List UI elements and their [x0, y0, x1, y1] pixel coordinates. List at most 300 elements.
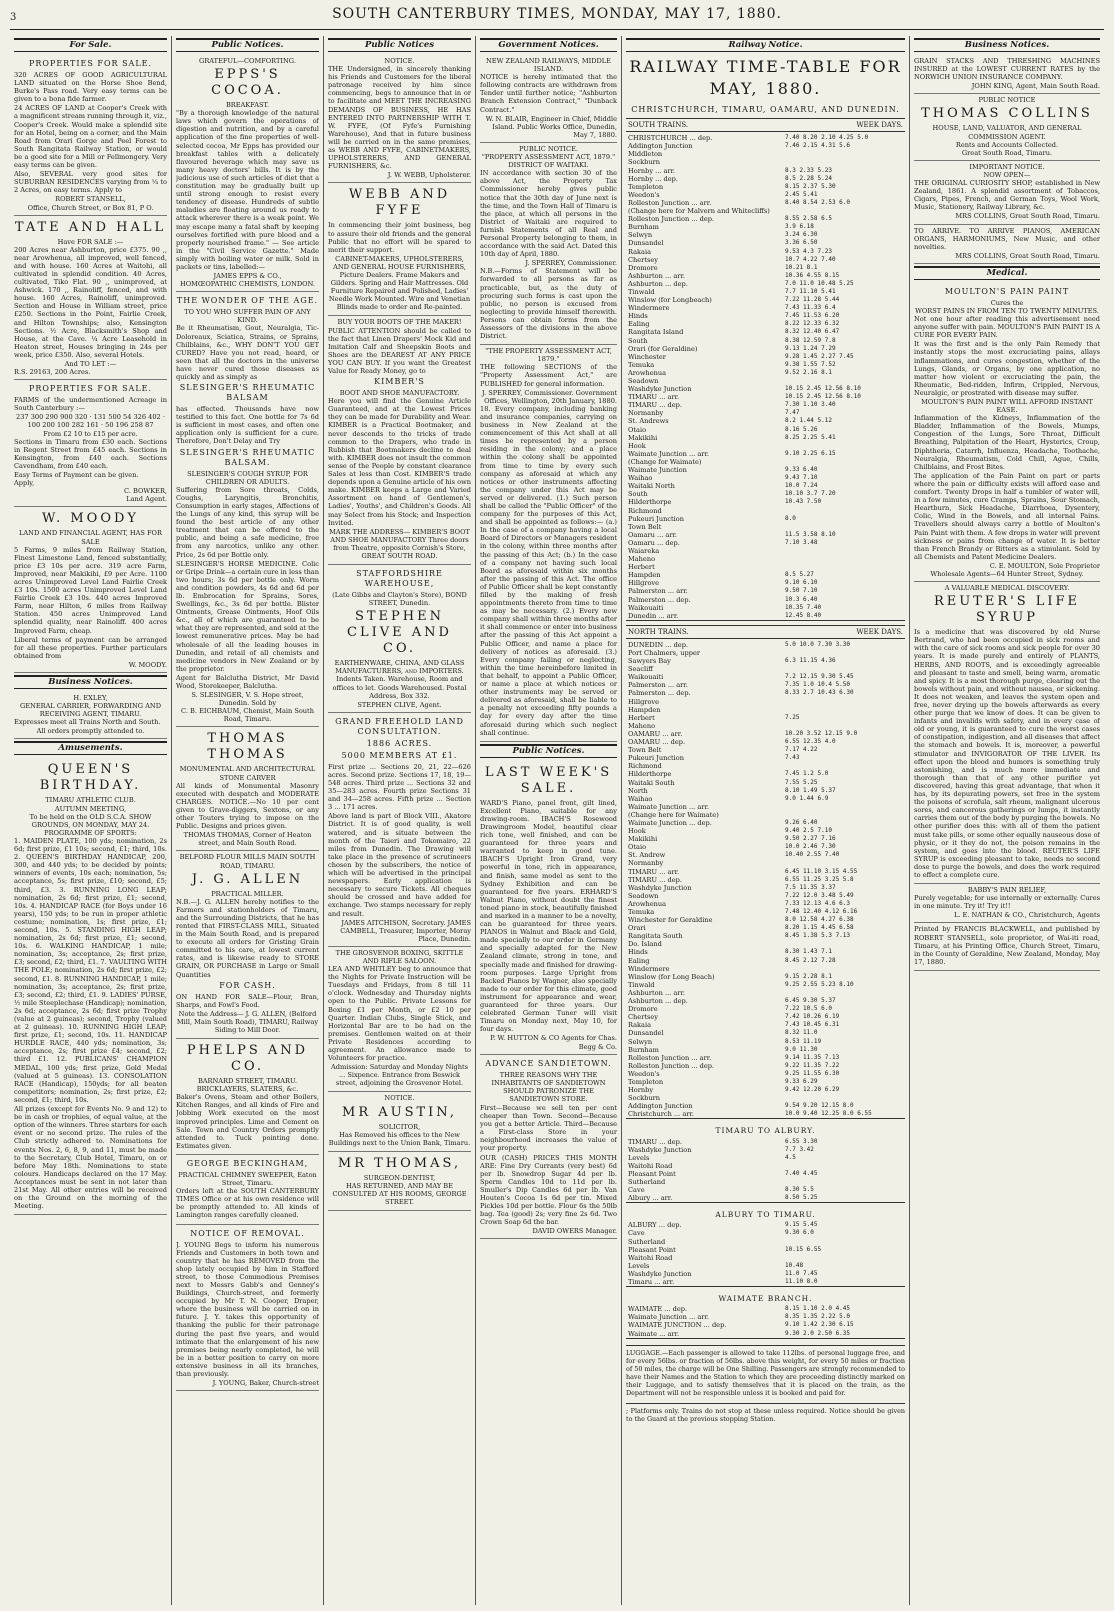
station-name: OAMARU ... arr.	[628, 729, 683, 738]
station-name: Winslow (for Longbeach)	[628, 296, 712, 305]
departure-times: 8.0	[785, 514, 796, 522]
station-name: Dromore	[628, 1005, 658, 1014]
ad-text: 200 Acres near Ashburton, price £375. 90 ,, near Arowhenua, all improved, well fenced, and with house. 160 Acres at Waitohi, all cultivated in splendid condition. 40 Acres, cultivated, Tiko Flat. 90 ,, unimproved, at Ashwick. 170 ,, Rainoliff, fenced, and with house. 160 Acres, Rainoliff, unimproved. Section and House in William street, price £250. Sections in the Point, Fairlie Creek, and Hilton Townships; also, Kensington Sections. ½ Acre, Blacksmith's Shop and House, at the Cave. ¼ Acre Leasehold in Heaton street, Houses bringing in 24s per week, price £350. Also, several Hotels.	[14, 245, 167, 359]
departure-times: 2.45 5.41	[785, 190, 818, 198]
ad-subtitle: BARNARD STREET, TIMARU. BRICKLAYERS, SLATERS, &c.	[196, 1077, 299, 1094]
timetable-row	[626, 183, 905, 191]
departure-times: 11.5 3.58 8.10	[785, 530, 836, 538]
station-name: Winchester	[628, 352, 666, 361]
timetable-row	[626, 762, 905, 770]
timetable-row	[626, 1330, 905, 1338]
departure-times	[785, 989, 903, 997]
timetable-row	[626, 256, 905, 264]
ad-text: TO ARRIVE. TO ARRIVE PIANOS, AMERICAN ORGANS, HARMONIUMS, New Music, and other novelties.	[914, 226, 1100, 251]
departure-times: 10.0 9.40 12.25 8.0 6.55	[785, 1110, 872, 1118]
station-name: Washdyke Junction	[628, 385, 692, 394]
ad-property-assessment	[480, 143, 617, 345]
ad-text: SLESINGER'S HORSE MEDICINE. Colic or Gripe Drink—a certain cure in less than two hours; 3s 6d per bottle only. Worm and condition powders, 4s 6d and 6d per lb. Embrocation for Sprains, Sores, Swellings, &c., 3s 6d per bottle. Blister Ointments, Grease Ointments, Hoof Oils &c., all of which are guaranteed to be what they are represented, and sold at the lowest remunerative prices. May be had wholesale of all the leading houses in Dunedin, and retail of all chemists and medicine vendors in New Zealand or by the proprietor.	[176, 559, 319, 673]
ad-text: The application of the Pain Paint on part or parts where the pain or difficulty exists will afford ease and comfort. Twenty Drops in half a tumbler of water will, in a few minutes, cure Cramps, Sprains, Sour Stomach, Heartburn, Sick Headache, Diarrhoea, Dysentery, Colic, Wind in the Bowels, and all internal Pains. Travellers should always carry a bottle of Moulton's Pain Paint with them. A few drops in water will prevent sickness or pains from change of water. It is better than French Brandy or Bitters as a stimulant. Sold by all Chemists and Patent Medicine Dealers.	[914, 471, 1100, 561]
station-name: Arowhenua	[628, 368, 667, 377]
timetable-row	[626, 714, 905, 722]
departure-times: 9.30 6.0	[785, 1229, 814, 1237]
timetable-row	[626, 948, 905, 956]
departure-times: 9.10 1.42 2.30 6.15	[785, 1321, 854, 1329]
departure-times: 10.40 2.55 7.40	[785, 851, 840, 859]
page-number: 3	[10, 12, 17, 23]
ad-title: STEPHEN CLIVE AND CO.	[347, 609, 452, 657]
station-name: Pukeuri Junction	[628, 754, 684, 763]
station-name: Makikihi	[628, 433, 658, 442]
station-name: Pukeuri Junction	[628, 514, 684, 523]
station-name: Rakaia	[628, 1021, 652, 1030]
timetable-row	[626, 932, 905, 940]
ad-title: EPPS'S COCOA.	[211, 67, 284, 99]
ad-phelps	[176, 1039, 319, 1155]
ad-title: TATE AND HALL	[14, 219, 167, 235]
station-name: Hillgrove	[628, 579, 660, 588]
ad-text: Not one hour after reading this advertisement need anyone suffer with pain. MOULTON'S PAIN PAINT IS A CURE FOR EVERY PAIN.	[914, 315, 1100, 340]
timetable-row	[626, 1229, 905, 1237]
timetable-row	[626, 1005, 905, 1013]
timetable-row	[626, 665, 905, 673]
station-name: Pleasant Point	[628, 1245, 676, 1254]
ad-text: Is a medicine that was discovered by old Nurse Bertrand, who had been occupied in sick rooms and with the care of sick rooms and sick people for over 30 years. It is made purely and entirely of PLANTS, HERBS, AND ROOTS, and is exceedingly agreeable and pleasant to taste and smell, being warm, aromatic and spicy. It is a most thorough purge, clearing out the bowels without pain, and without nausea, or sickening. It does not weaken, and leaves the system open and free, never drying up the bowels afterwards as every other purge that we know of does. It can be given to infants and invalids with safety, and in every case of old or young, it is guaranteed to cure the worst cases of constipation, indigestion, and all diseases that affect the stomach and bowels. It is, moreover, a powerful stimulator and INVIGORATOR OF THE LIVER. Its effect upon the blood and humors is something truly astonishing, and is much more immediate and thorough than that of any other purifier yet discovered, having this great advantage, that when it has, by its depurating powers, set free in the system the poisons of scrofula, salt rheum, malignant ulcerous sores, and cancerous gatherings or lumps, it instantly carries them out of the body by purging the bowels. No other purifier does this: with all of them the patient must take pills, or some other equally nauseous dose of physic, or it they do not, the poison remains in the system, and goes into the blood. REUTER'S LIFE SYRUP is exceeding pleasant to take, needs no second dose to purge the bowels, and does the work required to effect a complete cure.	[914, 628, 1100, 879]
departure-times: 12.45 8.40	[785, 611, 822, 619]
ad-subtitle: MOULTON'S PAIN PAINT WILL AFFORD INSTANT EASE.	[921, 398, 1093, 415]
timetable-row	[626, 393, 905, 401]
ad-text: Liberal terms of payment can be arranged for all these properties. Further particulars obtained from	[14, 635, 167, 660]
station-name: Waitaki North	[628, 482, 675, 491]
station-name: Hilderthorpe	[628, 770, 672, 779]
ad-subtitle: 5000 MEMBERS AT £1.	[341, 750, 458, 760]
timetable-row	[626, 965, 905, 973]
ad-title: H. EXLEY,	[73, 694, 108, 702]
departure-times: 10.15 2.45 12.56 8.10	[785, 393, 861, 401]
ad-text: has effected. Thousands have now testified to this fact. One bottle for 7s 6d is sufficient in most cases, and often one application only is sufficient for a cure. Therefore, Don't Delay and Try	[176, 405, 319, 446]
ad-signature: C. B. EICHBAUM, Chemist, Main South Road, Timaru.	[181, 707, 314, 724]
departure-times: 8.10 1.49 5.37	[785, 786, 836, 794]
station-name: TIMARU ... dep.	[628, 401, 682, 410]
timetable-row	[626, 876, 905, 884]
timetable-title: RAILWAY TIME-TABLE FOR MAY, 1880.	[629, 57, 902, 98]
ad-title: PHELPS AND CO.	[186, 1043, 309, 1075]
departure-times: 8.38 12.59 7.8	[785, 336, 836, 344]
timetable-row	[626, 1138, 905, 1146]
departure-times	[785, 458, 903, 466]
ad-text: Be it Rheumatism, Gout, Neuralgia, Tic-Doloreaux, Sciatica, Strains, or Sprains, Chilblains, &c., WHY DON'T YOU GET CURED? Have you not read, heard, or seen that all the doctors in the universe have never cured those diseases as quickly and as simply as	[176, 324, 319, 381]
timetable-row	[626, 827, 905, 835]
ad-text: HAS RETURNED, AND MAY BE CONSULTED AT HIS ROOMS, GEORGE STREET.	[332, 1181, 467, 1207]
ad-subtitle: LAND AND FINANCIAL AGENT, HAS FOR SALE	[19, 529, 162, 546]
departure-times	[785, 706, 903, 714]
station-name: Seadown	[628, 891, 659, 900]
departure-times	[785, 965, 903, 973]
timetable-row	[626, 779, 905, 787]
station-name: Dromore	[628, 263, 658, 272]
timetable-row	[626, 1313, 905, 1321]
ad-subtitle: And TO LET :—	[64, 360, 117, 368]
departure-times	[785, 523, 903, 531]
timetable-row	[626, 649, 905, 657]
departure-times: 3.9 6.18	[785, 223, 814, 231]
ad-text: OUR (CASH) PRICES THIS MONTH ARE: Fine Dry Currants (very best) 6d per lb. Snowdrop Sugar 4d per lb. Sperm Candles 10d to 11d per lb. Smuller's Dip Candles 6d per lb. Van Houten's Cocoa 1s 6d per tin. Mixed Pickles 10d per bottle. Flour 6s the 50lb bag. Tea (good) 2s; very fine 2s 6d. Two Crown Soap 6d the bar.	[480, 1153, 617, 1227]
ad-role: HOMŒOPATHIC CHEMISTS, LONDON.	[180, 280, 315, 289]
station-name: Sockburn	[628, 1094, 661, 1103]
timetable-row	[626, 328, 905, 336]
ad-text: Apply,	[14, 479, 35, 488]
timetable-row	[626, 811, 905, 819]
station-name: Normanby	[628, 859, 664, 868]
departure-times: 10.0 7.24	[785, 482, 818, 490]
timetable-row	[626, 563, 905, 571]
ad-text: All orders promptly attended to.	[36, 727, 145, 736]
ad-title: GEORGE BECKINGHAM,	[186, 1158, 309, 1168]
ad-text: Inflammation of the Kidneys, Inflammation of the Bladder, Inflammation of the Bowels, Mumps, Congestion of the Lungs, Sore Throat, Difficult Breathing, Palpitation of the Heart, Hysterics, Croup, Diphtheria, Catarrh, Influenza, Headache, Toothache, Neuralgia, Rheumatism, Cold Chill, Ague, Chills, Chilblains, and Frost Bites.	[914, 414, 1100, 471]
ad-grosvenor-saloon	[328, 947, 471, 1093]
timetable-row	[626, 957, 905, 965]
ad-subtitle: PROGRAMME OF SPORTS:	[44, 828, 137, 837]
station-name: Middleton	[628, 150, 663, 159]
ad-text: Suffering from Sore throats, Colds, Coughs, Laryngitis, Bronchitis, Consumption in early stages, Affections of the Lungs of any kind, this syrup will be found the best article of any other treatment that can be offered to the public, and being a safe medicine, free from any narcotics, unlike any other. Price, 2s 6d per Bottle only.	[176, 485, 319, 559]
station-name: Waimate Junction ... dep.	[628, 818, 712, 827]
timetable-row	[626, 657, 905, 665]
ad-text: THE following SECTIONS of the "Property Assessment Act," are PUBLISHED for general information.	[480, 363, 617, 388]
departure-times: 8.32 11.0	[785, 1029, 818, 1037]
departure-times: 9.15 5.45	[785, 1221, 818, 1229]
departure-times: 8.22 12.33 6.32	[785, 320, 840, 328]
ad-text: LEA AND WHITLEY beg to announce that the Nights for Private Instruction will be Tuesdays and Fridays, from 8 till 11 o'clock. Wednesday and Thursday nights open to the Public. Private Lessons for Boxing £1 per Month, or £2 10 per Quarter. Indian Clubs, Single Stick, and Horizontal Bar are to be had on the premises. Gentlemen waited on at their Private Residences according to agreement. An allowance made to Volunteers for practice.	[328, 965, 471, 1063]
timetable-row	[626, 900, 905, 908]
timetable-row	[626, 1086, 905, 1094]
ad-title: NOTICE OF REMOVAL.	[190, 1228, 305, 1238]
station-name: WAIMATE ... dep.	[628, 1305, 688, 1314]
ad-text: 5 Farms, 9 miles from Railway Station, Finest Limestone Land, fenced substantially, price £3 10s per acre. 319 acre Farm, Improved, near Makikihi, £9 per Acre. 1100 acres Unimproved Level Land Fairlie Creek £3 10s. 1500 acres Unimproved Level Land Fairlie Creek £3 10s. 440 acres Improved Farm, near Hilton, 6 miles from Railway Station. 450 acres Unimproved Land splendid quality, near Rainoliff. 400 acres Improved Farm, cheap.	[14, 545, 167, 635]
station-name: South	[628, 336, 648, 345]
station-name: Timaru ... arr.	[628, 1278, 675, 1287]
station-name: Herbert	[628, 713, 655, 722]
departure-times: 11.10 8.0	[785, 1278, 818, 1286]
albury-timaru-table	[626, 1221, 905, 1287]
station-name: Otaio	[628, 843, 647, 852]
timetable-row	[626, 1278, 905, 1286]
ad-text: Orders left at the SOUTH CANTERBURY TIMES Office or at his own residence will be promptly attended to. All kinds of Lamington ranges carefully cleaned.	[176, 1187, 319, 1220]
departure-times: 7.43 10.45 6.31	[785, 1021, 840, 1029]
ad-signature: STEPHEN CLIVE, Agent.	[357, 700, 442, 709]
departure-times: 11.0 7.45	[785, 1269, 818, 1277]
timetable-row	[626, 288, 905, 296]
station-name: Palmerston ... arr.	[628, 681, 688, 690]
departure-times: 7.0 11.0 10.48 5.25	[785, 279, 854, 287]
station-name: Do. Island	[628, 940, 662, 949]
ad-text: J. YOUNG Begs to inform his numerous Friends and Customers in both town and country that he has REMOVED from the shop lately occupied by him in Stafford street, to those Commodious Premises next to Messrs Gabb's and Genney's Buildings, Church-street, and formerly occupied by Mr T. N. Cooper, Draper, where the business will be carried on in future. J. Y. takes this opportunity of thanking the public for their patronage during the past five years, and would intimate that the enlargement of his new premises being nearly completed, he will be in a better position to carry on more extensive business in all its branches, than previously.	[176, 1240, 319, 1378]
ad-title: KIMBER'S	[374, 377, 425, 387]
station-name: Ashburton ... dep.	[628, 279, 688, 288]
ad-title: J. G. ALLEN	[191, 871, 304, 887]
departure-times: 9.22 11.35 7.22	[785, 1061, 840, 1069]
timetable-row	[626, 337, 905, 345]
timetable-row	[626, 231, 905, 239]
timetable-row	[626, 507, 905, 515]
ad-text: Sections in Timaru from £30 each. Sections in Regent Street from £45 each. Sections in Kensington, from £40 each. Sections Cavendham, from £40 each.	[14, 437, 167, 470]
station-name: Town Belt	[628, 746, 662, 755]
timetable-row	[626, 150, 905, 158]
ad-title: REUTER'S LIFE SYRUP	[933, 594, 1081, 626]
timetable-days: WEEK DAYS.	[856, 121, 903, 130]
departure-times: 8.32 12.40 6.47	[785, 328, 840, 336]
timetable-row	[626, 474, 905, 482]
departure-times: 7.45 11.53 6.20	[785, 312, 840, 320]
departure-times: 8.15 2.37 5.30	[785, 182, 836, 190]
timetable-row	[626, 835, 905, 843]
station-name: Burnham	[628, 223, 659, 232]
departure-times: 7.43 11.33 6.4	[785, 304, 836, 312]
timetable-row	[626, 450, 905, 458]
departure-times: 8.3 2.33 5.23	[785, 166, 832, 174]
departure-times: 10.35 7.40	[785, 603, 822, 611]
station-name: Sockburn	[628, 158, 661, 167]
timetable-row	[626, 466, 905, 474]
departure-times: 7.7 3.42	[785, 1145, 814, 1153]
timetable-row	[626, 320, 905, 328]
departure-times: 10.43 7.50	[785, 498, 822, 506]
timetable-row	[626, 207, 905, 215]
departure-times	[785, 150, 903, 158]
ad-subtitle: THREE REASONS WHY THE INHABITANTS OF SANDIETOWN SHOULD PATRONIZE THE SANDIETOWN STORE.	[491, 1070, 606, 1103]
station-name: Hornby ... dep.	[628, 174, 678, 183]
departure-times: 9.25 11.55 6.30	[785, 1069, 840, 1077]
timetable-row	[626, 787, 905, 795]
ad-webb-and-fyfe	[328, 183, 471, 316]
timetable-row	[626, 641, 905, 649]
timetable-row	[626, 539, 905, 547]
ad-webb-partnership	[328, 55, 471, 183]
station-name: Rolleston Junction ... dep.	[628, 1061, 715, 1070]
timetable-row	[626, 673, 905, 681]
timetable-section-title: WAIMATE BRANCH.	[718, 1294, 813, 1304]
departure-times	[785, 1162, 903, 1170]
departure-times: 7.45 1.2 5.0	[785, 770, 829, 778]
departure-times: 10.0 2.46 7.30	[785, 843, 836, 851]
ad-text: Picture Dealers. Frame Makers and Gilders. Spring and Hair Mattresses. Old Furniture Repaired and Polished, Ladies' Needle Work Mounted. Wire and Venetian Blinds made to order and Re-painted.	[328, 270, 471, 312]
ad-title: GRAND FREEHOLD LAND CONSULTATION.	[335, 716, 464, 736]
station-name: Washdyke Junction	[628, 1269, 692, 1278]
section-heading-railway: Railway Notice.	[626, 38, 905, 52]
ad-title: NEW ZEALAND RAILWAYS, MIDDLE ISLAND.	[486, 57, 611, 74]
ad-advance-sandietown	[480, 1055, 617, 1240]
ad-thomas-dentist	[328, 1152, 471, 1211]
station-name: Waimate ... arr.	[628, 1329, 680, 1338]
ad-text: 24 ACRES OF LAND at Cooper's Creek with a magnificent stream running through it, viz., Cooper's Creek. Would make a splendid site for an Hotel, being on a corner, and the Main Road from Orari Gorge and Peel Forest to South Rangitata Railway Station, or would be a good site for a Mill or Fellmongery. Very easy terms can be given.	[14, 104, 167, 170]
ad-subtitle: TO YOU WHO SUFFER PAIN OF ANY KIND.	[184, 308, 311, 325]
departure-times: 9.54 9.20 12.15 8.0	[785, 1102, 854, 1110]
ad-text: Also, SEVERAL very good sites for SUBURBAN RESIDENCES varying from ¼ to 2 Acres, on easy terms. Apply to	[14, 170, 167, 195]
station-name: Waihao	[628, 794, 653, 803]
ad-title: MR THOMAS,	[337, 1155, 462, 1171]
departure-times: 7.55 5.25	[785, 778, 818, 786]
ad-subtitle: CABINET-MAKERS, UPHOLSTERERS, AND GENERAL HOUSE FURNISHERS,	[333, 254, 466, 271]
departure-times	[785, 555, 903, 563]
ad-austin	[328, 1092, 471, 1151]
ad-signature: J. SPERREY, Commissioner.	[525, 259, 617, 268]
station-name: Seadown	[628, 377, 659, 385]
departure-times: 7.5 11.35 3.37	[785, 883, 836, 891]
ad-subtitle: SLESINGER'S COUGH SYRUP, FOR CHILDREN OR ADULTS.	[187, 469, 308, 486]
timetable-row	[626, 385, 905, 393]
ad-subtitle: A VALUABLE MEDICAL DISCOVERY.	[944, 584, 1070, 593]
ad-thomas-thomas	[176, 727, 319, 851]
departure-times: 8.35 1.35 2.22 5.0	[785, 1313, 851, 1321]
station-name: Christchurch ... arr.	[628, 1110, 694, 1119]
timetable-row	[626, 884, 905, 892]
timetable-row	[626, 579, 905, 587]
luggage-notice: LUGGAGE.—Each passenger is allowed to take 112lbs. of personal luggage free, and for every 56lbs. or fraction of 56lbs. above this weight, for every 50 miles or fraction of 50 miles, the charge will be One Shilling. Passengers are strongly recommended to have their Names and the Station to which they are proceeding distinctly marked on their Luggage, and to satisfy themselves that it is placed on the train, as the Department will not be responsible unless it is booked and paid for.	[626, 1345, 905, 1398]
station-name: Port Chalmers, upper	[628, 649, 700, 657]
ad-text: Has Removed his offices to the New Buildings next to the Union Bank, Timaru.	[328, 1130, 471, 1147]
platform-notice: ; Platforms only. Trains do not stop at these unless required. Notice should be given to the Guard at the previous stopping Station.	[626, 1403, 905, 1423]
station-name: TIMARU ... dep.	[628, 875, 682, 884]
ad-subtitle: NOTICE.	[384, 1094, 415, 1103]
ad-subtitle: NOTICE.	[384, 57, 415, 65]
timetable-row	[626, 377, 905, 385]
station-name: Orari	[628, 924, 646, 933]
timetable-row	[626, 1270, 905, 1278]
timetable-row	[626, 417, 905, 425]
station-name: Richmond	[628, 762, 662, 771]
timetable-row	[626, 1186, 905, 1194]
timetable-row	[626, 706, 905, 714]
departure-times	[785, 1254, 903, 1262]
station-name: TIMARU ... dep.	[628, 1137, 682, 1146]
station-name: Rakaia	[628, 247, 652, 256]
station-name: Waimate Junction ... arr.	[628, 802, 709, 811]
station-name: Hillgrove	[628, 697, 660, 706]
ad-signature: JAMES AITCHISON, Secretary. JAMES CAMBELL, Treasurer, Importer, Moray Place, Dunedin.	[340, 918, 471, 943]
ad-curiosity-shop	[914, 161, 1100, 225]
ad-norwich-union	[914, 55, 1100, 94]
ad-title: QUEEN'S BIRTHDAY.	[39, 762, 142, 794]
ad-signature: J. SPERREY, Commissioner. Government Offices, Wellington, 20th January, 1880.	[481, 388, 617, 405]
station-name: Rangitata South	[628, 932, 683, 941]
timetable-row	[626, 523, 905, 531]
departure-times	[785, 1178, 903, 1186]
ad-title: THOMAS COLLINS	[921, 106, 1093, 122]
station-name: ALBURY ... dep.	[628, 1221, 682, 1230]
timetable-row	[626, 1305, 905, 1313]
ad-subtitle: SURGEON-DENTIST,	[363, 1173, 436, 1182]
departure-times: 9.43 7.10	[785, 474, 818, 482]
station-name: Waimate Junction ... arr.	[628, 1313, 709, 1322]
timetable-row	[626, 345, 905, 353]
departure-times: 4.5	[785, 1153, 796, 1161]
timetable-row	[626, 239, 905, 247]
departure-times: 7.48 12.40 4.12 6.16	[785, 908, 858, 915]
section-heading-medical: Medical.	[914, 266, 1100, 280]
departure-times: 9.26 6.40	[785, 818, 818, 826]
ad-subtitle: BELFORD FLOUR MILLS MAIN SOUTH ROAD, TIMARU.	[179, 853, 316, 870]
ad-text: MARK THE ADDRESS— KIMBER'S BOOT AND SHOE MANUFACTORY Three doors from Theatre, opposite Cornish's Store, GREAT SOUTH ROAD.	[329, 527, 470, 560]
ad-text: Here you will find the Genuine Article Guaranteed, and at the Lowest Prices they can be made for Durability and Wear. KIMBER is a Practical Bootmaker, and never descends to the tricks of trade common to the Drapers, who trade in Rubbish that Bootmakers decline to deal with. KIMBER does not insult the common sense of the People by constant clearance Sales at less than Cost. KIMBER'S trade depends upon a Genuine article of his own make. KIMBER keeps a Large and Varied Assortment on hand of Gentlemen's, Ladies', Youths', and Children's Goods. All may Select from his Stock; and Inspection Invited.	[328, 397, 471, 527]
ad-subtitle: BUY YOUR BOOTS OF THE MAKER!	[337, 318, 462, 327]
station-name: TIMARU ... arr.	[628, 393, 680, 402]
station-name: Rolleston Junction ... dep.	[628, 215, 715, 224]
timetable-row	[626, 158, 905, 166]
ad-stansell-properties	[14, 55, 167, 216]
departure-times	[785, 940, 903, 948]
column-for-sale	[10, 36, 172, 1605]
timetable-row	[626, 1038, 905, 1046]
departure-times	[785, 158, 903, 166]
ad-subtitle: DISTRICT OF WAITAKI.	[508, 161, 589, 170]
station-name: Levels	[628, 1261, 650, 1270]
departure-times: 8.30 1.43 7.1	[785, 948, 832, 956]
station-name: Tinwald	[628, 980, 655, 989]
ad-title: PROPERTIES FOR SALE.	[28, 384, 153, 394]
departure-times	[785, 1094, 903, 1102]
ad-text: THE ORIGINAL CURIOSITY SHOP, established in New Zealand, 1861. A splendid assortment of Tobaccos, Cigars, Pipes, French, and German Toys, Wool Work, Music, Stationery, Railway Library, &c.	[914, 179, 1100, 212]
station-name: Selwyn	[628, 1037, 653, 1046]
departure-times: 5.0 10.0 7.30 3.30	[785, 640, 851, 648]
station-name: Temuka	[628, 908, 655, 916]
station-name: Ealing	[628, 320, 650, 329]
ad-text: Note the Address— J. G. ALLEN, (Belford Mill, Main South Road), TIMARU, Railway Siding to Mill Door.	[176, 1009, 319, 1034]
masthead	[10, 8, 1104, 30]
timetable-row	[626, 1110, 905, 1118]
departure-times	[785, 547, 903, 555]
departure-times: 7.47	[785, 409, 800, 417]
station-name: Addington Junction	[628, 1102, 693, 1111]
ad-text: Baker's Ovens, Steam and other Boilers, Kitchen Ranges, and all kinds of Fire and Jobbing Work executed on the most improved principles. Lime and Cement on Sale. Town and Country Orders promptly attended to. Tuck pointing done. Estimates given.	[176, 1093, 319, 1150]
departure-times: 9.33 6.40	[785, 466, 818, 474]
timetable-header	[626, 118, 905, 132]
station-name: Sawyers Bay	[628, 657, 671, 666]
departure-times: 9.42 12.20 6.29	[785, 1086, 840, 1094]
ad-subtitle: HOUSE, LAND, VALUATOR, AND GENERAL COMMISSION AGENT.	[932, 124, 1082, 141]
timetable-row	[626, 770, 905, 778]
timetable-row	[626, 612, 905, 620]
timetable-row	[626, 264, 905, 272]
ad-pianos-organs	[914, 225, 1100, 264]
departure-times: 6.45 9.30 5.37	[785, 997, 836, 1005]
column-government-notices	[476, 36, 622, 1605]
station-name: Waitohi Road	[628, 1253, 673, 1262]
timetable-row	[626, 353, 905, 361]
ad-signature: THOMAS THOMAS, Corner of Heaton street, and Main South Road.	[183, 831, 312, 848]
timetable-row	[626, 868, 905, 876]
station-name: Ashburton ... arr.	[628, 988, 685, 997]
timetable-row	[626, 681, 905, 689]
departure-times: 8.20 1.15 4.45 6.58	[785, 924, 854, 932]
ad-signature: L. E. NATHAN & CO., Christchurch, Agents	[953, 911, 1100, 920]
station-name: Winslow (for Long Beach)	[628, 972, 715, 981]
timetable-row	[626, 989, 905, 997]
station-name: TIMARU ... arr.	[628, 867, 680, 876]
departure-times: 9.0 11.30	[785, 1045, 818, 1053]
departure-times	[785, 665, 903, 673]
departure-times: 7.22 12.0 3.48 5.49	[785, 891, 854, 899]
station-name: Cave	[628, 1186, 645, 1195]
departure-times: 8.53 11.19	[785, 1037, 822, 1045]
ad-signature: J. YOUNG, Baker, Church-street	[212, 1379, 319, 1388]
station-name: (Change here for Malvern and Whitecliffs)	[628, 207, 770, 216]
station-name: Windermere	[628, 304, 670, 313]
station-name: Waimate Junction ... arr.	[628, 449, 709, 458]
timetable-row	[626, 738, 905, 746]
ad-signature: S. SLESINGER, V. S. Hope street, Dunedin. Sold by	[191, 691, 304, 708]
timetable-row	[626, 1054, 905, 1062]
departure-times	[785, 563, 903, 571]
ad-signature: C. E. MOULTON, Sole Proprietor	[989, 561, 1100, 570]
ad-subtitle: PRACTICAL MILLER.	[211, 889, 284, 898]
